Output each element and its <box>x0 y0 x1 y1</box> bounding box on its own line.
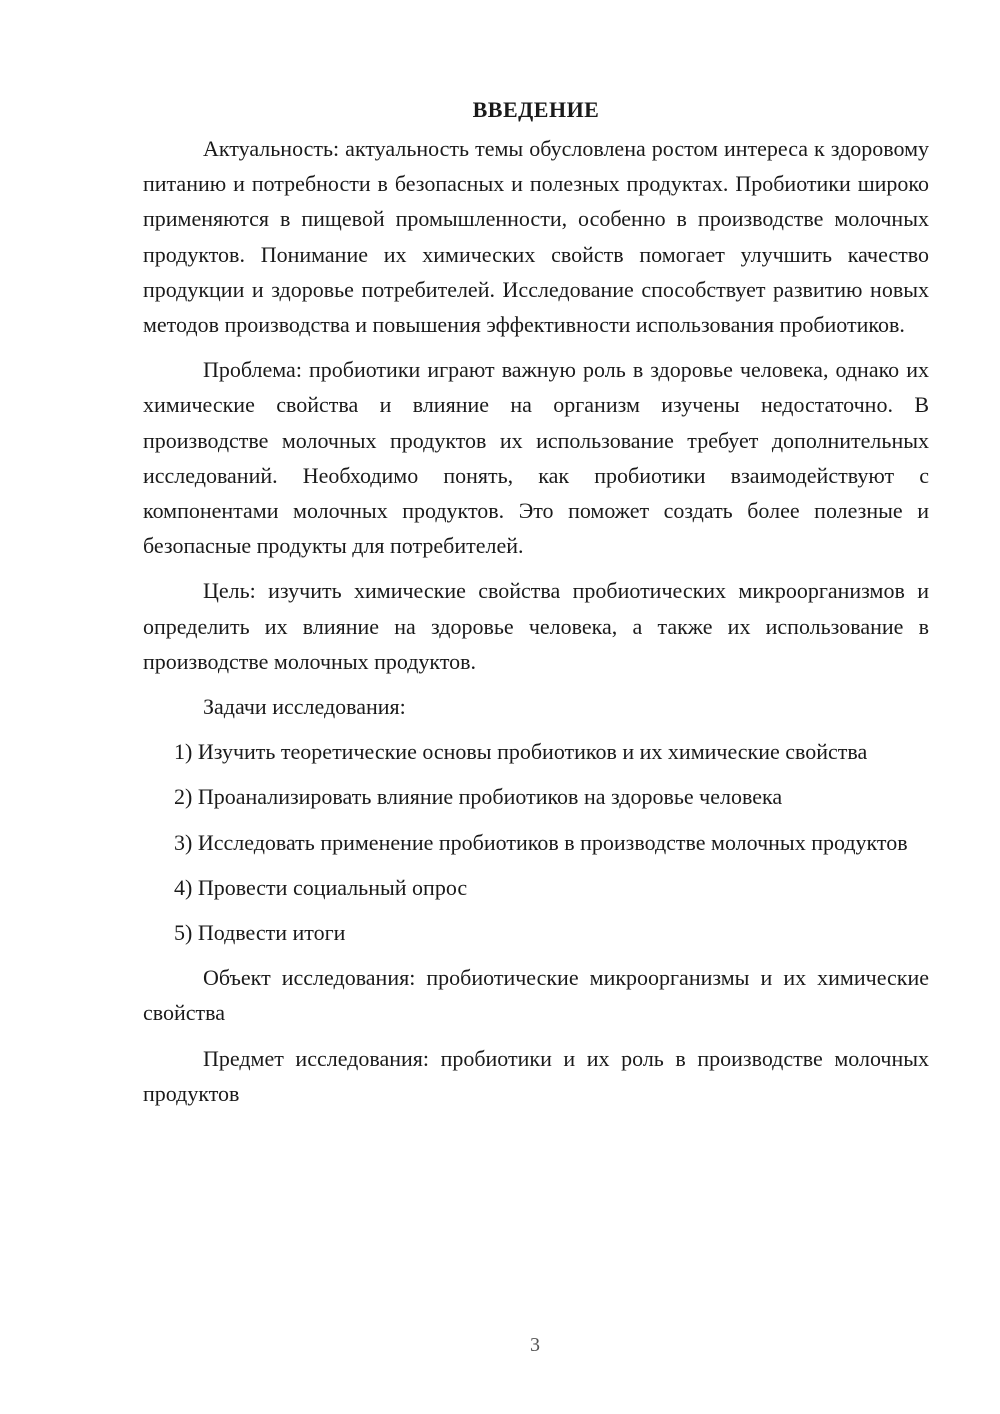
relevance-paragraph: Актуальность: актуальность темы обусловлена ростом интереса к здоровому питанию и потребности в безопасных и полезных продуктах. Пробиотики широко применяются в пищевой промышленности, особенно в производстве молочных продуктов. Понимание их химических свойств помогает улучшить качество продукции и здоровье потребителей. Исследование способствует развитию новых методов производства и повышения эффективности использования пробиотиков. <box>143 136 929 338</box>
task-item-2: 2) Проанализировать влияние пробиотиков на здоровье человека <box>174 784 783 810</box>
problem-paragraph: Проблема: пробиотики играют важную роль в здоровье человека, однако их химические свойства и влияние на организм изучены недостаточно. В производстве молочных продуктов их использование требует дополнительных исследований. Необходимо понять, как пробиотики взаимодействуют с компонентами молочных продуктов. Это поможет создать более полезные и безопасные продукты для потребителей. <box>143 357 929 559</box>
task-item-4: 4) Провести социальный опрос <box>174 874 468 900</box>
task-item-3: 3) Исследовать применение пробиотиков в производстве молочных продуктов <box>174 829 908 855</box>
task-item-5: 5) Подвести итоги <box>174 920 346 946</box>
page-number: 3 <box>530 1334 540 1356</box>
research-object-paragraph: Объект исследования: пробиотические микроорганизмы и их химические свойства <box>143 965 929 1026</box>
goal-paragraph: Цель: изучить химические свойства пробиотических микроорганизмов и определить их влияние на здоровье человека, а также их использование в производстве молочных продуктов. <box>143 578 929 674</box>
research-subject-paragraph: Предмет исследования: пробиотики и их роль в производстве молочных продуктов <box>143 1045 929 1106</box>
task-item-1: 1) Изучить теоретические основы пробиотиков и их химические свойства <box>174 739 868 765</box>
section-title: ВВЕДЕНИЕ <box>472 97 600 122</box>
tasks-heading: Задачи исследования: <box>203 694 406 720</box>
document-page <box>143 92 929 1121</box>
